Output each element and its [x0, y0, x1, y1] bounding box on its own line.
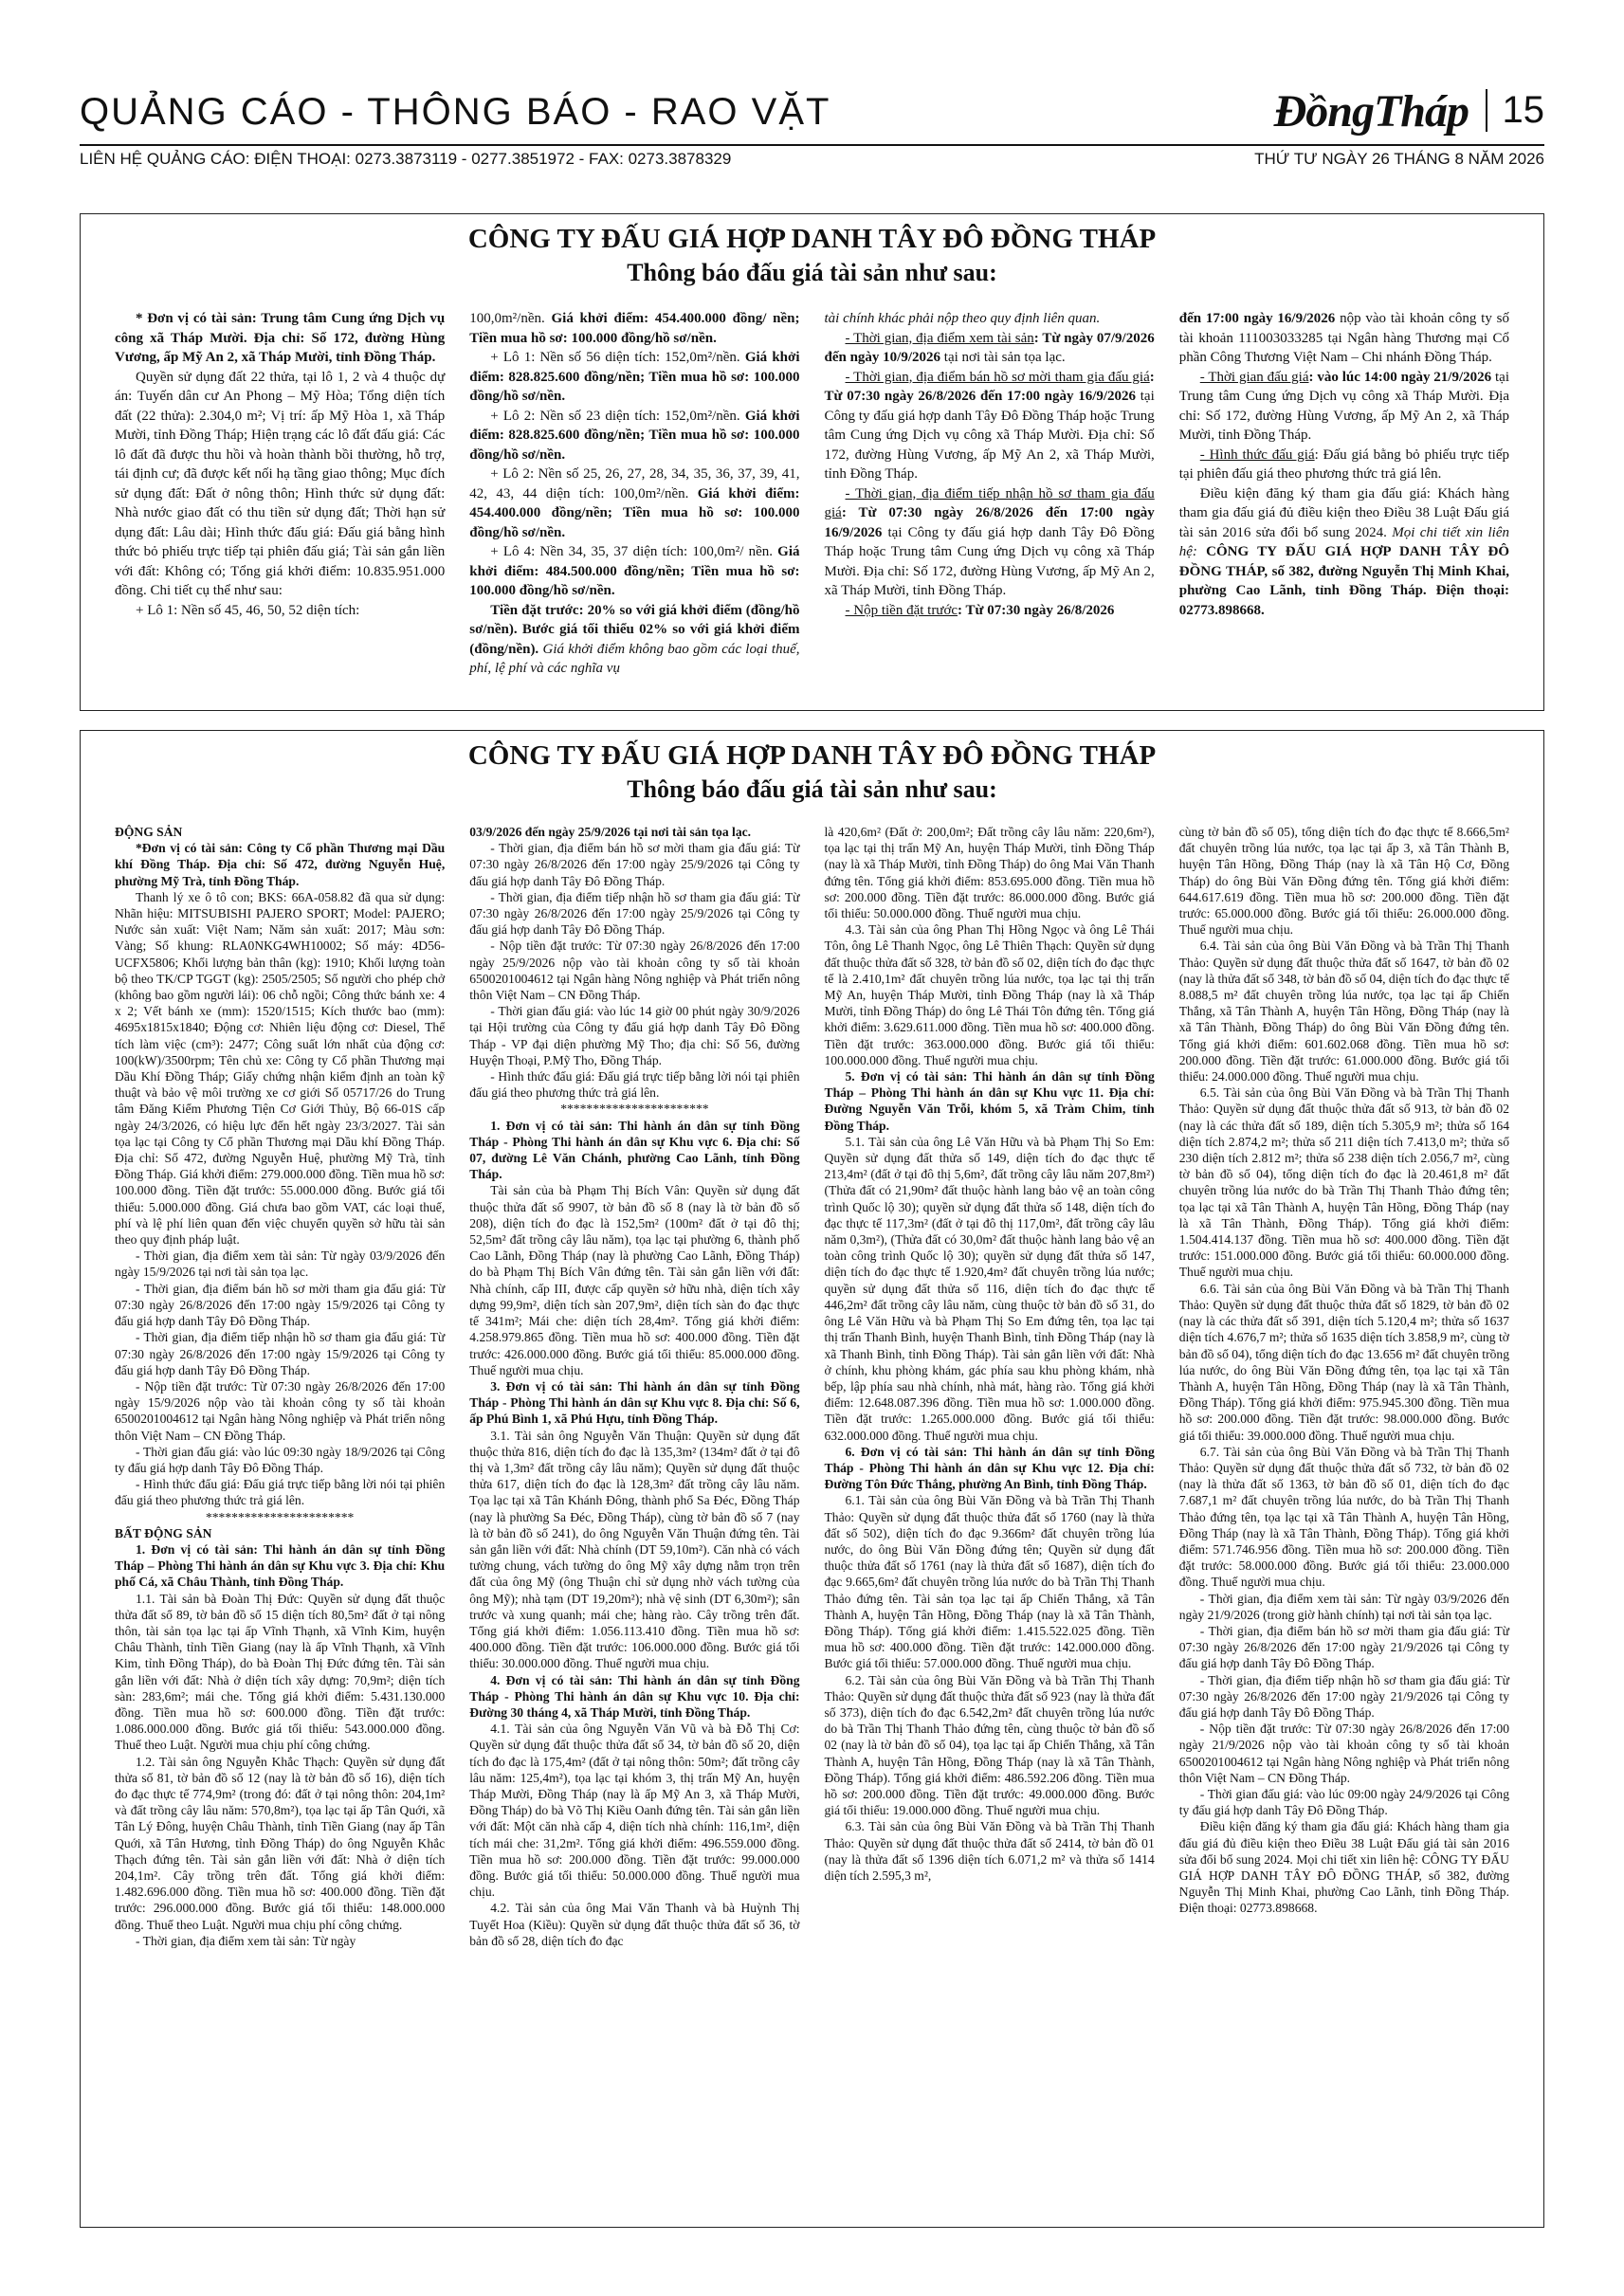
paragraph: - Thời gian đấu giá: vào lúc 14:00 ngày 21/9/2026 tại Trung tâm Cung ứng Dịch vụ công xã Tháp Mười. Địa chỉ: Số 172, đường Hùng Vương, ấp Mỹ An 2, xã Tháp Mười, tỉnh Đồng Tháp.: [1178, 369, 1509, 443]
notice-column: [115, 309, 445, 701]
paragraph: Tiền đặt trước: 20% so với giá khởi điểm (đồng/hồ sơ/nền). Bước giá tối thiểu 02% so với giá khởi điểm (đồng/nền). Giá khởi điểm không bao gồm các loại thuế, phí, lệ phí và các nghĩa vụ: [469, 602, 800, 676]
paragraph: 6.1. Tài sản của ông Bùi Văn Đồng và bà Trần Thị Thanh Thảo: Quyền sử dụng đất thuộc thửa đất số 1760 (nay là thửa đất số 502), diện tích đo đạc 9.366m² đất chuyên trồng lúa nước, do ông Bùi Văn Đồng đứng tên; Quyền sử dụng đất thuộc thửa đất số 1761 (nay là thửa đất số 1687), diện tích đo đạc 9.665,6m² đất chuyên trồng lúa nước do bà Trần Thị Thanh Thảo đứng tên. Tài sản tọa lạc tại ấp Chiến Thắng, xã Tân Thành A, huyện Tân Hồng, Đồng Tháp (nay là xã Tân Thành, Đồng Tháp). Tổng giá khởi điểm: 1.415.522.025 đồng. Tiền mua hồ sơ: 400.000 đồng. Tiền đặt trước: 142.000.000 đồng. Bước giá tối thiểu: 57.000.000 đồng. Thuế người mua chịu.: [824, 1493, 1155, 1671]
notice-subtitle: Thông báo đấu giá tài sản như sau:: [627, 775, 997, 803]
auction-notice-2: [80, 730, 1544, 2228]
paragraph: 5.1. Tài sản của ông Lê Văn Hữu và bà Phạm Thị So Em: Quyền sử dụng đất thửa số 149, diện tích đo đạc thực tế 213,4m² (đất ở tại đô thị 5,6m², đất trồng cây lâu năm 207,8m²) (Thửa đất có 21,90m² đất thuộc hành lang bảo vệ an toàn công trình Quốc lộ 30); quyền sử dụng đất thửa số 148, diện tích đo đạc thực tế 117,3m² (đất ở tại đô thị 117,0m², đất trồng cây lâu năm 0,3m²), (Thửa đất có 30,0m² đất thuộc hành lang bảo vệ an toàn công trình Quốc lộ 30); quyền sử dụng đất thửa số 147, diện tích đo đạc thực tế 1.920,4m² đất chuyên trồng lúa nước; quyền sử dụng đất thửa số 116, diện tích đo đạc thực tế 446,2m² đất trồng cây lâu năm, cùng thuộc tờ bản đồ số 31, do ông Lê Văn Hữu và bà Phạm Thị So Em đứng tên, tọa lạc tại thị trấn Thanh Bình, huyện Thanh Bình, tỉnh Đồng Tháp (nay là xã Thanh Bình, tỉnh Đồng Tháp). Tài sản gắn liền với đất: Nhà ở chính, khu phòng khám, gác phía sau khu phòng khám, nhà bếp, lập phía sau nhà chính, nhà mát, hàng rào. Tổng giá khởi điểm: 12.648.087.396 đồng. Tiền mua hồ sơ: 1.000.000 đồng. Tiền đặt trước: 1.265.000.000 đồng. Bước giá tối thiểu: 632.000.000 đồng. Thuế người mua chịu.: [824, 1134, 1155, 1443]
paragraph: - Thời gian, địa điểm bán hồ sơ mời tham gia đấu giá: Từ 07:30 ngày 26/8/2026 đến 17:00 ngày 21/9/2026 tại Công ty đấu giá hợp danh Tây Đô Đồng Tháp.: [1178, 1623, 1509, 1671]
paragraph: + Lô 2: Nền số 23 diện tích: 152,0m²/nền. Giá khởi điểm: 828.825.600 đồng/nền; Tiền mua hồ sơ: 100.000 đồng/hồ sơ/nền.: [469, 408, 800, 463]
paragraph: Quyền sử dụng đất 22 thửa, tại lô 1, 2 và 4 thuộc dự án: Tuyến dân cư An Phong – Mỹ Hòa; Tổng diện tích đất (22 thửa): 2.304,0 m²; Vị trí: ấp Mỹ Hòa 1, xã Tháp Mười, tỉnh Đồng Tháp; Hiện trạng các lô đất đấu giá: Các lô đất đã được thu hồi và hoàn thành bồi thường, hỗ trợ, tái định cư; đã được kết nối hạ tầng giao thông; Mục đích sử dụng đất: Đất ở nông thôn; Hình thức sử dụng đất: Nhà nước giao đất có thu tiền sử dụng đất; Thời hạn sử dụng đất: Lâu dài; Hình thức đấu giá: Đấu giá bằng hình thức bỏ phiếu trực tiếp tại phiên đấu giá; Tài sản gắn liền với đất: Không có; Tổng giá khởi điểm: 10.835.951.000 đồng. Chi tiết cụ thể như sau:: [115, 369, 446, 598]
paragraph: 4.2. Tài sản của ông Mai Văn Thanh và bà Huỳnh Thị Tuyết Hoa (Kiều): Quyền sử dụng đất thuộc thửa đất số 36, tờ bản đồ số 28, diện tích đo đạc: [469, 1901, 800, 1948]
paragraph: 6.5. Tài sản của ông Bùi Văn Đồng và bà Trần Thị Thanh Thảo: Quyền sử dụng đất thuộc thửa đất số 913, tờ bản đồ 02 (nay là các thửa đất số 189, diện tích 5.305,9 m²; thửa số 164 diện tích 2.874,2 m²; thửa số 211 diện tích 7.413,0 m²; thửa số 230 diện tích 2.812 m²; thửa số 238 diện tích 2.056,7 m², cùng tờ bản đồ số 04), tổng diện tích đo đạc là 20.461,8 m² đất chuyên trồng lúa nước do bà Trần Thị Thanh Thảo đứng tên; tọa lạc tại xã Tân Thành A, huyện Tân Hồng, Đồng Tháp (nay là xã Tân Thành, Đồng Tháp). Tổng giá khởi điểm: 1.504.414.137 đồng. Tiền mua hồ sơ: 400.000 đồng. Tiền đặt trước: 151.000.000 đồng. Bước giá tối thiểu: 60.000.000 đồng. Thuế người mua chịu.: [1178, 1085, 1509, 1280]
notice-column: [825, 309, 1155, 701]
paragraph: - Thời gian, địa điểm xem tài sản: Từ ngày: [136, 1933, 356, 1948]
paragraph: 6.2. Tài sản của ông Bùi Văn Đồng và bà Trần Thị Thanh Thảo: Quyền sử dụng đất thuộc thửa đất số 923 (nay là thửa đất số 373), diện tích đo đạc 6.542,2m² đất chuyên trồng lúa nước do bà Trần Thị Thanh Thảo đứng tên, cùng thuộc tờ bản đồ số 02 (nay là tờ bản đồ số 04), tọa lạc tại ấp Chiến Thắng, xã Tân Thành A, huyện Tân Hồng, Đồng Tháp (nay là xã Tân Thành, Đồng Tháp). Tổng giá khởi điểm: 486.592.206 đồng. Tiền mua hồ sơ: 200.000 đồng. Tiền đặt trước: 49.000.000 đồng. Bước giá tối thiểu: 19.000.000 đồng. Thuế người mua chịu.: [824, 1672, 1155, 1818]
paragraph: - Thời gian, địa điểm tiếp nhận hồ sơ tham gia đấu giá: Từ 07:30 ngày 26/8/2026 đến 17:00 ngày 15/9/2026 tại Công ty đấu giá hợp danh Tây Đô Đồng Tháp.: [115, 1330, 446, 1377]
paragraph: - Thời gian, địa điểm tiếp nhận hồ sơ tham gia đấu giá: Từ 07:30 ngày 26/8/2026 đến 17:00 ngày 25/9/2026 tại Công ty đấu giá hợp danh Tây Đô Đồng Tháp.: [469, 889, 800, 938]
paragraph: 3.1. Tài sản ông Nguyễn Văn Thuận: Quyền sử dụng đất thuộc thửa 816, diện tích đo đạc là 135,3m² (134m² đất ở tại đô thị và 1,3m² đất trồng cây lâu năm); Quyền sử dụng đất thuộc thửa 617, diện tích đo đạc là 128,3m² đất trồng cây lâu năm. Tọa lạc tại xã Tân Khánh Đông, thành phố Sa Đéc, Đồng Tháp (nay là phường Sa Đéc, Đồng Tháp), cùng tờ bản đồ số 7 (nay là tờ bản đồ số 241), do ông Nguyễn Văn Thuận đứng tên. Tài sản gắn liền với đất: Nhà chính (DT 59,10m²). Căn nhà có vách tường chung, vách tường do ông Mỹ xây dựng nằm trọn trên đất của ông Mỹ (ông Thuận chỉ sử dụng nhờ vách tường của ông Mỹ); nhà tạm (DT 19,20m²); nhà vệ sinh (DT 6,30m²); sân trước và xung quanh; mái che; hàng rào. Cây trồng trên đất. Tổng giá khởi điểm: 1.056.113.410 đồng. Tiền mua hồ sơ: 400.000 đồng. Tiền đặt trước: 106.000.000 đồng. Bước giá tối thiểu: 30.000.000 đồng. Thuế người mua chịu.: [469, 1428, 800, 1671]
paragraph: - Thời gian, địa điểm xem tài sản: Từ ngày 07/9/2026 đến ngày 10/9/2026 tại nơi tài sản tọa lạc.: [824, 330, 1155, 365]
paragraph: - Thời gian, địa điểm xem tài sản: Từ ngày 03/9/2026 đến ngày 15/9/2026 tại nơi tài sản tọa lạc.: [115, 1248, 446, 1280]
page-header: [80, 85, 1544, 144]
paragraph: ***********************: [205, 1509, 355, 1524]
paragraph: 03/9/2026 đến ngày 25/9/2026 tại nơi tài sản tọa lạc.: [469, 825, 752, 839]
paragraph: - Thời gian đấu giá: vào lúc 14 giờ 00 phút ngày 30/9/2026 tại Hội trường của Công ty đấu giá hợp danh Tây Đô Đồng Tháp - VP đại diện phường Mỹ Tho; địa chỉ: Số 56, đường Huyện Thoại, P.Mỹ Tho, Đồng Tháp.: [469, 1004, 800, 1067]
paragraph: - Thời gian, địa điểm bán hồ sơ mời tham gia đấu giá: Từ 07:30 ngày 26/8/2026 đến 17:00 ngày 15/9/2026 tại Công ty đấu giá hợp danh Tây Đô Đồng Tháp.: [115, 1281, 446, 1329]
paragraph: - Thời gian, địa điểm bán hồ sơ mời tham gia đấu giá: Từ 07:30 ngày 26/8/2026 đến 17:00 ngày 25/9/2026 tại Công ty đấu giá hợp danh Tây Đô Đồng Tháp.: [469, 841, 800, 888]
notice-column: [469, 824, 799, 2219]
paragraph: *Đơn vị có tài sản: Công ty Cổ phần Thương mại Dầu khí Đồng Tháp. Địa chỉ: Số 472, đường Nguyễn Huệ, phường Mỹ Trà, tỉnh Đồng Tháp.: [115, 841, 446, 888]
paragraph: + Lô 1: Nền số 56 diện tích: 152,0m²/nền. Giá khởi điểm: 828.825.600 đồng/nền; Tiền mua hồ sơ: 100.000 đồng/hồ sơ/nền.: [469, 350, 800, 404]
notice-columns: [115, 309, 1509, 701]
paragraph: là 420,6m² (Đất ở: 200,0m²; Đất trồng cây lâu năm: 220,6m²), tọa lạc tại thị trấn Mỹ An, huyện Tháp Mười, tỉnh Đồng Tháp (nay là xã Tháp Mười, tỉnh Đồng Tháp) do ông Mai Văn Thanh đứng tên. Tổng giá khởi điểm: 853.695.000 đồng. Tiền mua hồ sơ: 200.000 đồng. Tiền đặt trước: 86.000.000 đồng. Bước giá tối thiểu: 50.000.000 đồng. Thuế người mua chịu.: [824, 825, 1155, 921]
paragraph: Thanh lý xe ô tô con; BKS: 66A-058.82 đã qua sử dụng: Nhãn hiệu: MITSUBISHI PAJERO SPORT; Model: PAJERO; Nước sản xuất: Việt Nam; Năm sản xuất: 2017; Màu sơn: Vàng; Số khung: RLA0NKG4WH10002; Số máy: 4D56-UCFX5806; Khối lượng bản thân (kg): 1910; Khối lượng toàn bộ theo TK/CP TGGT (kg): 2505/2505; Số người cho phép chở (không bao gồm người lái): 06 chỗ ngồi; Công thức bánh xe: 4 x 2; Vết bánh xe (mm): 1520/1515; Kích thước bao (mm): 4695x1815x1840; Động cơ: Nhiên liệu động cơ: Diesel, Thể tích làm việc (cm³): 2477; Công suất lớn nhất của động cơ: 100(kW)/3500rpm; Tên chủ xe: Công ty Cổ phần Thương mại Dầu Khí Đồng Tháp; Giấy chứng nhận kiểm định an toàn kỹ thuật và bảo vệ môi trường xe cơ giới Số 05717/26 do Trung tâm Đăng Kiểm Phương Tiện Cơ Giới Thủy, Bộ 66-01S cấp ngày 24/3/2026, có hiệu lực đến hết ngày 23/3/2027. Tài sản tọa lạc tại Công ty Cổ phần Thương mại Dầu khí Đồng Tháp. Địa chỉ: Số 472, đường Nguyễn Huệ, phường Mỹ Trà, tỉnh Đồng Tháp. Giá khởi điểm: 279.000.000 đồng. Tiền mua hồ sơ: 100.000 đồng. Tiền đặt trước: 55.000.000 đồng. Bước giá tối thiểu: 5.000.000 đồng. Giá chưa bao gồm VAT, các loại thuế, phí và lệ phí liên quan đến việc chuyển quyền sở hữu tài sản theo quy định pháp luật.: [115, 889, 446, 1248]
paragraph: - Nộp tiền đặt trước: Từ 07:30 ngày 26/8/2026: [845, 602, 1115, 618]
paragraph: * Đơn vị có tài sản: Trung tâm Cung ứng Dịch vụ công xã Tháp Mười. Địa chỉ: Số 172, đường Hùng Vương, ấp Mỹ An 2, xã Tháp Mười, tỉnh Đồng Tháp.: [115, 311, 446, 365]
paragraph: Điều kiện đăng ký tham gia đấu giá: Khách hàng tham gia đấu giá đủ điều kiện theo Điều 38 Luật Đấu giá tài sản 2016 sửa đổi bổ sung 2024. Mọi chi tiết xin liên hệ: CÔNG TY ĐẤU GIÁ HỢP DANH TÂY ĐÔ ĐỒNG THÁP, số 382, đường Nguyễn Thị Minh Khai, phường Cao Lãnh, tỉnh Đồng Tháp. Điện thoại: 02773.898668.: [1178, 1819, 1509, 1916]
paragraph: - Hình thức đấu giá: Đấu giá bằng bỏ phiếu trực tiếp tại phiên đấu giá theo phương thức trả giá lên.: [1178, 446, 1509, 482]
notice-columns: [115, 824, 1509, 2219]
paragraph: - Hình thức đấu giá: Đấu giá trực tiếp bằng lời nói tại phiên đấu giá theo phương thức trả giá lên.: [115, 1477, 446, 1508]
paragraph: BẤT ĐỘNG SẢN: [115, 1525, 212, 1540]
paragraph: 1. Đơn vị có tài sản: Thi hành án dân sự tỉnh Đồng Tháp – Phòng Thi hành án dân sự Khu vực 3. Địa chỉ: Khu phố Cá, xã Châu Thành, tỉnh Đồng Tháp.: [115, 1541, 446, 1590]
newspaper-logo: ĐồngTháp: [1273, 86, 1469, 137]
paragraph: Tài sản của bà Phạm Thị Bích Vân: Quyền sử dụng đất thuộc thửa đất số 9907, tờ bản đồ số 8 (nay là tờ bản đồ số 208), diện tích đo đạc là 152,5m² (100m² đất ở tại đô thị; 52,5m² đất trồng cây lâu năm), tọa lạc tại phường 6, thành phố Cao Lãnh, Đồng Tháp (nay là phường Cao Lãnh, Đồng Tháp) do bà Phạm Thị Bích Vân đứng tên. Tài sản gắn liền với đất: Nhà chính, cấp III, được cấp quyền sở hữu nhà, diện tích xây dựng 99,9m², diện tích sàn 207,9m², diện tích sàn đo đạc thực tế 341m²; Mái che: diện tích 28,4m². Tổng giá khởi điểm: 4.258.979.865 đồng. Tiền mua hồ sơ: 400.000 đồng. Tiền đặt trước: 426.000.000 đồng. Bước giá tối thiểu: 85.000.000 đồng. Thuế người mua chịu.: [469, 1183, 800, 1377]
notice-column: [469, 309, 799, 701]
paragraph: - Nộp tiền đặt trước: Từ 07:30 ngày 26/8/2026 đến 17:00 ngày 15/9/2026 nộp vào tài khoản công ty số tài khoản 6500201004612 tại Ngân hàng Nông nghiệp và Phát triển nông thôn Việt Nam – CN Đồng Tháp.: [115, 1378, 446, 1443]
section-title: QUẢNG CÁO - THÔNG BÁO - RAO VẶT: [80, 91, 831, 133]
paragraph: - Hình thức đấu giá: Đấu giá trực tiếp bằng lời nói tại phiên đấu giá theo phương thức trả giá lên.: [469, 1069, 800, 1101]
paragraph: - Thời gian, địa điểm bán hồ sơ mời tham gia đấu giá: Từ 07:30 ngày 26/8/2026 đến 17:00 ngày 16/9/2026 tại Công ty đấu giá hợp danh Tây Đô Đồng Tháp hoặc Trung tâm Cung ứng Dịch vụ công xã Tháp Mười. Địa chỉ: Số 172, đường Hùng Vương, ấp Mỹ An 2, xã Tháp Mười, tỉnh Đồng Tháp.: [824, 369, 1155, 482]
notice-column: [1179, 824, 1509, 2219]
notice-column: [115, 824, 445, 2219]
paragraph: + Lô 1: Nền số 45, 46, 50, 52 diện tích:: [136, 602, 360, 618]
paragraph: - Thời gian, địa điểm tiếp nhận hồ sơ tham gia đấu giá: Từ 07:30 ngày 26/8/2026 đến 17:00 ngày 21/9/2026 tại Công ty đấu giá hợp danh Tây Đô Đồng Tháp.: [1178, 1672, 1509, 1720]
notice-subtitle: Thông báo đấu giá tài sản như sau:: [627, 259, 997, 286]
paragraph: - Nộp tiền đặt trước: Từ 07:30 ngày 26/8/2026 đến 17:00 ngày 21/9/2026 nộp vào tài khoản công ty số tài khoản 6500201004612 tại Ngân hàng Nông nghiệp và Phát triển nông thôn Việt Nam – CN Đồng Tháp.: [1178, 1722, 1509, 1785]
paragraph: 1.2. Tài sản ông Nguyễn Khắc Thạch: Quyền sử dụng đất thửa số 81, tờ bản đồ số 12 (nay là tờ bản đồ số 16), diện tích đo đạc thực tế 774,9m² (trong đó: đất ở tại nông thôn: 204,1m² và đất trồng cây lâu năm: 570,8m²), tọa lạc tại ấp Tân Quới, xã Tân Lý Đông, huyện Châu Thành, tỉnh Tiền Giang (nay ấp Tân Quới, xã Tân Hương, tỉnh Đồng Tháp) do ông Nguyễn Khắc Thạch đứng tên. Tài sản gắn liền với đất: Nhà ở diện tích 204,1m². Cây trồng trên đất. Tổng giá khởi điểm: 1.482.696.000 đồng. Tiền mua hồ sơ: 400.000 đồng. Tiền đặt trước: 296.000.000 đồng. Bước giá tối thiểu: 148.000.000 đồng. Thuế theo Luật. Người mua chịu phí công chứng.: [115, 1754, 446, 1932]
paragraph: 4.1. Tài sản của ông Nguyễn Văn Vũ và bà Đỗ Thị Cơ: Quyền sử dụng đất thuộc thửa đất số 34, tờ bản đồ số 20, diện tích đo đạc là 175,4m² (đất ở tại nông thôn: 50m²; đất trồng cây lâu năm: 125,4m²), tọa lạc tại khóm 3, thị trấn Mỹ An, huyện Tháp Mười, Đồng Tháp (nay là ấp Mỹ An 3, xã Tháp Mười, Đồng Tháp) do bà Võ Thị Kiều Oanh đứng tên. Tài sản gắn liền với đất: Một căn nhà cấp 4, diện tích nhà chính: 116,1m², diện tích mái che: 31,2m². Tổng giá khởi điểm: 496.559.000 đồng. Tiền mua hồ sơ: 200.000 đồng. Tiền đặt trước: 99.000.000 đồng. Bước giá tối thiểu: 50.000.000 đồng. Thuế người mua chịu.: [469, 1722, 800, 1900]
contact-row: [80, 144, 1544, 173]
paragraph: 6.3. Tài sản của ông Bùi Văn Đồng và bà Trần Thị Thanh Thảo: Quyền sử dụng đất thuộc thửa đất số 2414, tờ bản đồ 01 (nay là thửa đất số 1396 diện tích 6.071,2 m² và thửa số 1414 diện tích 2.595,3 m²,: [824, 1819, 1155, 1883]
paragraph: 100,0m²/nền. Giá khởi điểm: 454.400.000 đồng/ nền; Tiền mua hồ sơ: 100.000 đồng/hồ sơ/nền.: [469, 311, 800, 346]
paragraph: + Lô 4: Nền 34, 35, 37 diện tích: 100,0m²/ nền. Giá khởi điểm: 484.500.000 đồng/nền; Tiền mua hồ sơ: 100.000 đồng/hồ sơ/nền.: [469, 544, 800, 598]
paragraph: 6. Đơn vị có tài sản: Thi hành án dân sự tỉnh Đồng Tháp - Phòng Thi hành án dân sự Khu vực 12. Địa chỉ: Đường Tôn Đức Thắng, phường An Bình, tỉnh Đồng Tháp.: [824, 1444, 1155, 1492]
paragraph: + Lô 2: Nền số 25, 26, 27, 28, 34, 35, 36, 37, 39, 41, 42, 43, 44 diện tích: 100,0m²/nền. Giá khởi điểm: 454.400.000 đồng/nền; Tiền mua hồ sơ: 100.000 đồng/hồ sơ/nền.: [469, 466, 800, 540]
paragraph: 4. Đơn vị có tài sản: Thi hành án dân sự tỉnh Đồng Tháp - Phòng Thi hành án dân sự Khu vực 10. Địa chỉ: Đường 30 tháng 4, xã Tháp Mười, tỉnh Đồng Tháp.: [469, 1672, 800, 1720]
paragraph: đến 17:00 ngày 16/9/2026 nộp vào tài khoản công ty số tài khoản 111003033285 tại Ngân hàng Thương mại Cổ phần Công Thương Việt Nam – Chi nhánh Đồng Tháp.: [1178, 311, 1509, 365]
notice-column: [1179, 309, 1509, 701]
paragraph: ĐỘNG SẢN: [115, 825, 183, 839]
page-number: 15: [1486, 89, 1545, 132]
notice-title: CÔNG TY ĐẤU GIÁ HỢP DANH TÂY ĐÔ ĐỒNG THÁP: [467, 740, 1157, 771]
paragraph: - Nộp tiền đặt trước: Từ 07:30 ngày 26/8/2026 đến 17:00 ngày 25/9/2026 nộp vào tài khoản công ty số tài khoản 6500201004612 tại Ngân hàng Nông nghiệp và Phát triển nông thôn Việt Nam – CN Đồng Tháp.: [469, 938, 800, 1003]
notice-title: CÔNG TY ĐẤU GIÁ HỢP DANH TÂY ĐÔ ĐỒNG THÁP: [467, 224, 1157, 254]
paragraph: 1.1. Tài sản bà Đoàn Thị Đức: Quyền sử dụng đất thuộc thửa đất số 89, tờ bản đồ số 15 diện tích 80,5m² đất ở tại nông thôn, tài sản tọa lạc tại ấp Vĩnh Thạnh, xã Vĩnh Kim, huyện Châu Thành, tỉnh Tiền Giang (nay là ấp Vĩnh Thạnh, xã Vĩnh Kim, tỉnh Đồng Tháp), do bà Đoàn Thị Đức đứng tên. Tài sản gắn liền với đất: Nhà ở diện tích xây dựng: 70,9m²; diện tích sàn: 283,6m²; mái che. Tổng giá khởi điểm: 5.431.130.000 đồng. Tiền mua hồ sơ: 600.000 đồng. Tiền đặt trước: 1.086.000.000 đồng. Bước giá tối thiểu: 543.000.000 đồng. Thuế theo Luật. Người mua chịu phí công chứng.: [115, 1591, 446, 1753]
paragraph: 4.3. Tài sản của ông Phan Thị Hồng Ngọc và ông Lê Thái Tôn, ông Lê Thanh Ngọc, ông Lê Thiên Thạch: Quyền sử dụng đất thuộc thửa đất số 328, tờ bản đồ số 02, diện tích đo đạc thực tế là 2.410,1m² đất chuyên trồng lúa nước, tọa lạc tại thị trấn Mỹ An, huyện Tháp Mười, tỉnh Đồng Tháp (nay là xã Tháp Mười, tỉnh Đồng Tháp) do ông Lê Thái Tôn đứng tên. Tổng giá khởi điểm: 3.629.611.000 đồng. Tiền mua hồ sơ: 400.000 đồng. Tiền đặt trước: 363.000.000 đồng. Bước giá tối thiểu: 100.000.000 đồng. Thuế người mua chịu.: [824, 922, 1155, 1067]
paragraph: - Thời gian, địa điểm xem tài sản: Từ ngày 03/9/2026 đến ngày 21/9/2026 (trong giờ hành chính) tại nơi tài sản tọa lạc.: [1178, 1591, 1509, 1622]
paragraph: 1. Đơn vị có tài sản: Thi hành án dân sự tỉnh Đồng Tháp - Phòng Thi hành án dân sự Khu vực 6. Địa chỉ: Số 07, đường Lê Văn Chánh, phường Cao Lãnh, tỉnh Đồng Tháp.: [469, 1118, 800, 1182]
paragraph: - Thời gian đấu giá: vào lúc 09:30 ngày 18/9/2026 tại Công ty đấu giá hợp danh Tây Đô Đồng Tháp.: [115, 1444, 446, 1475]
paragraph: Điều kiện đăng ký tham gia đấu giá: Khách hàng tham gia đấu giá đủ điều kiện theo Điều 38 Luật Đấu giá tài sản 2016 sửa đổi bổ sung 2024. Mọi chi tiết xin liên hệ: CÔNG TY ĐẤU GIÁ HỢP DANH TÂY ĐÔ ĐỒNG THÁP, số 382, đường Nguyễn Thị Minh Khai, phường Cao Lãnh, tỉnh Đồng Tháp. Điện thoại: 02773.898668.: [1178, 485, 1510, 618]
paragraph: 6.4. Tài sản của ông Bùi Văn Đồng và bà Trần Thị Thanh Thảo: Quyền sử dụng đất thuộc thửa đất số 1647, tờ bản đồ 02 (nay là thửa đất số 348, tờ bản đồ số 04, diện tích đo đạc thực tế 8.088,5 m² đất chuyên trồng lúa nước, tọa lạc tại ấp Chiến Thắng, xã Tân Thành A, huyện Tân Hồng, Đồng Tháp (nay là xã Tân Thành, Đồng Tháp) do ông Bùi Văn Đồng đứng tên. Tổng giá khởi điểm: 601.602.068 đồng. Tiền mua hồ sơ: 200.000 đồng. Tiền đặt trước: 61.000.000 đồng. Bước giá tối thiểu: 24.000.000 đồng. Thuế người mua chịu.: [1178, 938, 1509, 1084]
auction-notice-1: [80, 213, 1544, 711]
issue-date: THỨ TƯ NGÀY 26 THÁNG 8 NĂM 2026: [1254, 150, 1544, 168]
ad-contact: LIÊN HỆ QUẢNG CÁO: ĐIỆN THOẠI: 0273.3873119 - 0277.3851972 - FAX: 0273.3878329: [80, 150, 732, 168]
paragraph: tài chính khác phải nộp theo quy định liên quan.: [824, 311, 1101, 326]
paragraph: 3. Đơn vị có tài sản: Thi hành án dân sự tỉnh Đồng Tháp - Phòng Thi hành án dân sự Khu vực 8. Địa chỉ: Số 6, ấp Phú Bình 1, xã Phú Hựu, tỉnh Đồng Tháp.: [469, 1378, 800, 1427]
paragraph: - Thời gian đấu giá: vào lúc 09:00 ngày 24/9/2026 tại Công ty đấu giá hợp danh Tây Đô Đồng Tháp.: [1178, 1786, 1509, 1818]
paragraph: 6.7. Tài sản của ông Bùi Văn Đồng và bà Trần Thị Thanh Thảo: Quyền sử dụng đất thuộc thửa đất số 732, tờ bản đồ 02 (nay là thửa đất số 1363, tờ bản đồ số 01, diện tích đo đạc 7.687,1 m² đất chuyên trồng lúa nước, do bà Trần Thị Thanh Thảo đứng tên, tọa lạc tại xã Tân Thành A, huyện Tân Hồng, Đồng Tháp (nay là xã Tân Thành, Đồng Tháp). Tổng giá khởi điểm: 571.746.956 đồng. Tiền mua hồ sơ: 200.000 đồng. Tiền đặt trước: 58.000.000 đồng. Bước giá tối thiểu: 23.000.000 đồng. Thuế người mua chịu.: [1178, 1444, 1509, 1590]
paragraph: cùng tờ bản đồ số 05), tổng diện tích đo đạc thực tế 8.666,5m² đất chuyên trồng lúa nước, tọa lạc tại ấp 3, xã Tân Thành B, huyện Tân Hồng, Đồng Tháp (nay là xã Tân Hộ Cơ, Đồng Tháp) do ông Bùi Văn Đồng đứng tên. Tổng giá khởi điểm: 644.617.619 đồng. Tiền mua hồ sơ: 200.000 đồng. Tiền đặt trước: 65.000.000 đồng. Bước giá tối thiểu: 26.000.000 đồng. Thuế người mua chịu.: [1178, 825, 1509, 938]
paragraph: 6.6. Tài sản của ông Bùi Văn Đồng và bà Trần Thị Thanh Thảo: Quyền sử dụng đất thuộc thửa đất số 1829, tờ bản đồ 02 (nay là các thửa đất số 391, diện tích 5.120,4 m²; thửa số 1637 diện tích 4.676,7 m²; thửa số 1635 diện tích 3.858,9 m², cùng tờ bản đồ số 04), tổng diện tích đo đạc 13.656 m² đất chuyên trồng lúa nước, do ông Bùi Văn Đồng đứng tên, tọa lạc tại xã Tân Thành A, huyện Tân Hồng, Đồng Tháp (nay là xã Tân Thành, Đồng Tháp). Tổng giá khởi điểm: 975.945.300 đồng. Tiền mua hồ sơ: 200.000 đồng. Tiền đặt trước: 98.000.000 đồng. Bước giá tối thiểu: 39.000.000 đồng. Thuế người mua chịu.: [1178, 1281, 1509, 1443]
paragraph: - Thời gian, địa điểm tiếp nhận hồ sơ tham gia đấu giá: Từ 07:30 ngày 26/8/2026 đến 17:00 ngày 16/9/2026 tại Công ty đấu giá hợp danh Tây Đô Đồng Tháp hoặc Trung tâm Cung ứng Dịch vụ công xã Tháp Mười. Địa chỉ: Số 172, đường Hùng Vương, ấp Mỹ An 2, xã Tháp Mười, tỉnh Đồng Tháp.: [824, 485, 1155, 598]
paragraph: 5. Đơn vị có tài sản: Thi hành án dân sự tỉnh Đồng Tháp – Phòng Thi hành án dân sự Khu vực 11. Địa chỉ: Đường Nguyễn Văn Trỗi, khóm 5, xã Tràm Chim, tỉnh Đồng Tháp.: [824, 1069, 1155, 1133]
notice-column: [825, 824, 1155, 2219]
paragraph: ***********************: [560, 1102, 709, 1117]
